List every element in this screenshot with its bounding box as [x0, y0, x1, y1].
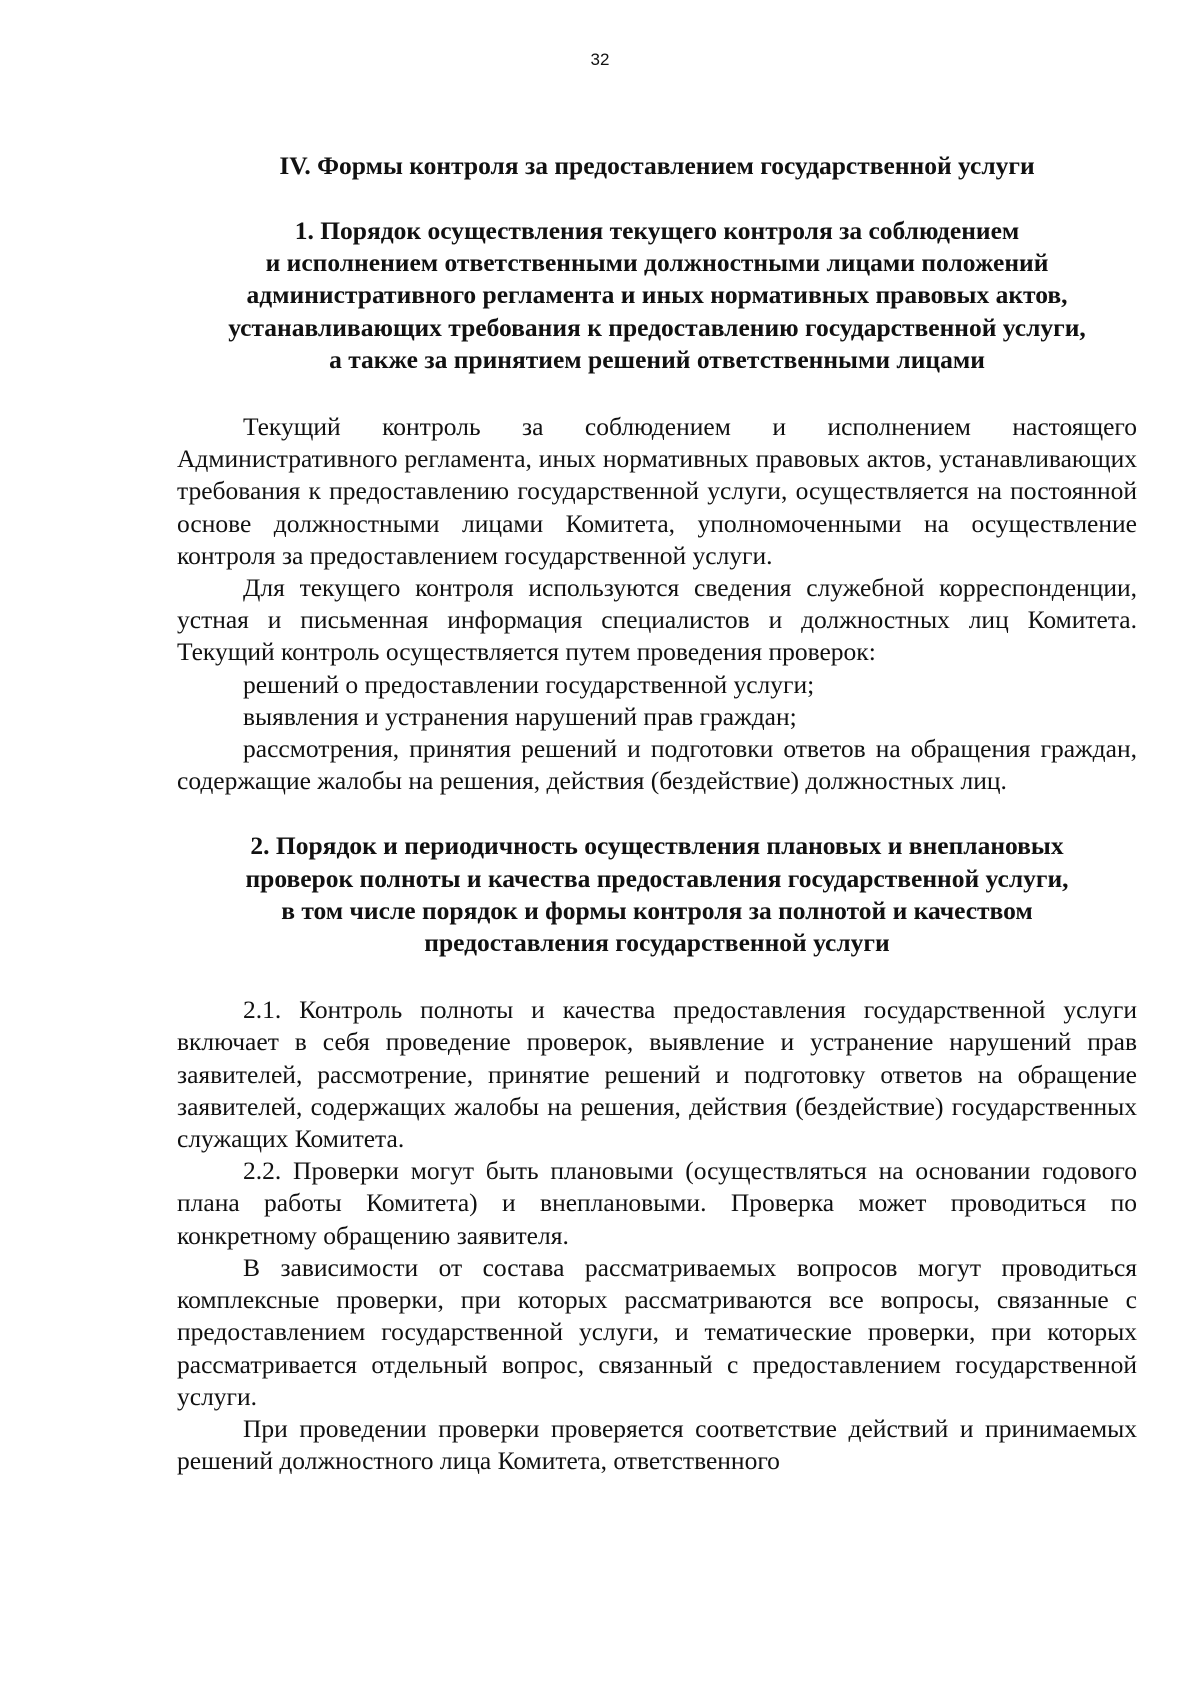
- paragraph: 2.2. Проверки могут быть плановыми (осуществляться на основании годового плана работы Комитета) и внеплановыми. Проверка может проводиться по конкретному обращению заявителя.: [177, 1156, 1137, 1250]
- subsection-2-body: [177, 994, 1137, 1477]
- paragraph: При проведении проверки проверяется соответствие действий и принимаемых решений должностного лица Комитета, ответственного: [177, 1413, 1137, 1476]
- subsection-1-title: [177, 215, 1137, 376]
- section-spacer: [177, 797, 1137, 830]
- paragraph: Для текущего контроля используются сведения служебной корреспонденции, устная и письменная информация специалистов и должностных лиц Комитета. Текущий контроль осуществляется путем проведения проверок:: [177, 573, 1137, 667]
- page-number: 32: [590, 50, 610, 69]
- subsection-2-title-line: проверок полноты и качества предоставления государственной услуги,: [245, 863, 1069, 893]
- subsection-1-title-line: 1. Порядок осуществления текущего контроля за соблюдением: [294, 216, 1020, 245]
- subsection-1-title-line: и исполнением ответственными должностными лицами положений: [265, 248, 1049, 278]
- list-item: решений о предоставлении государственной услуги;: [243, 669, 815, 699]
- section-title: IV. Формы контроля за предоставлением государственной услуги: [279, 151, 1035, 180]
- subsection-1-body: [177, 411, 1137, 797]
- paragraph: 2.1. Контроль полноты и качества предоставления государственной услуги включает в себя проведение проверок, выявление и устранение нарушений прав заявителей, рассмотрение, принятие решений и подготовку ответов на обращение заявителей, содержащих жалобы на решения, действия (бездействие) государственных служащих Комитета.: [177, 995, 1137, 1154]
- list-item: выявления и устранения нарушений прав граждан;: [243, 701, 797, 731]
- subsection-2-title-line: в том числе порядок и формы контроля за полнотой и качеством: [281, 895, 1033, 925]
- subsection-1-title-line: административного регламента и иных нормативных правовых актов,: [246, 280, 1068, 310]
- list-item: рассмотрения, принятия решений и подготовки ответов на обращения граждан, содержащие жалобы на решения, действия (бездействие) должностных лиц.: [177, 734, 1137, 796]
- subsection-1-title-line: устанавливающих требования к предоставлению государственной услуги,: [228, 312, 1086, 342]
- subsection-2-title-line: 2. Порядок и периодичность осуществления плановых и внеплановых: [250, 831, 1064, 861]
- subsection-1-title-line: а также за принятием решений ответственными лицами: [329, 344, 985, 374]
- subsection-2-title-line: предоставления государственной услуги: [424, 928, 890, 958]
- document-body: [177, 150, 1137, 1477]
- paragraph: Текущий контроль за соблюдением и исполнением настоящего Административного регламента, иных нормативных правовых актов, устанавливающих требования к предоставлению государственной услуги, осуществляется на постоянной основе должностными лицами Комитета, уполномоченными на осуществление контроля за предоставлением государственной услуги.: [177, 412, 1137, 570]
- paragraph: В зависимости от состава рассматриваемых вопросов могут проводиться комплексные проверки, при которых рассматриваются все вопросы, связанные с предоставлением государственной услуги, и тематические проверки, при которых рассматривается отдельный вопрос, связанный с предоставлением государственной услуги.: [177, 1252, 1137, 1411]
- subsection-2-title: [177, 830, 1137, 959]
